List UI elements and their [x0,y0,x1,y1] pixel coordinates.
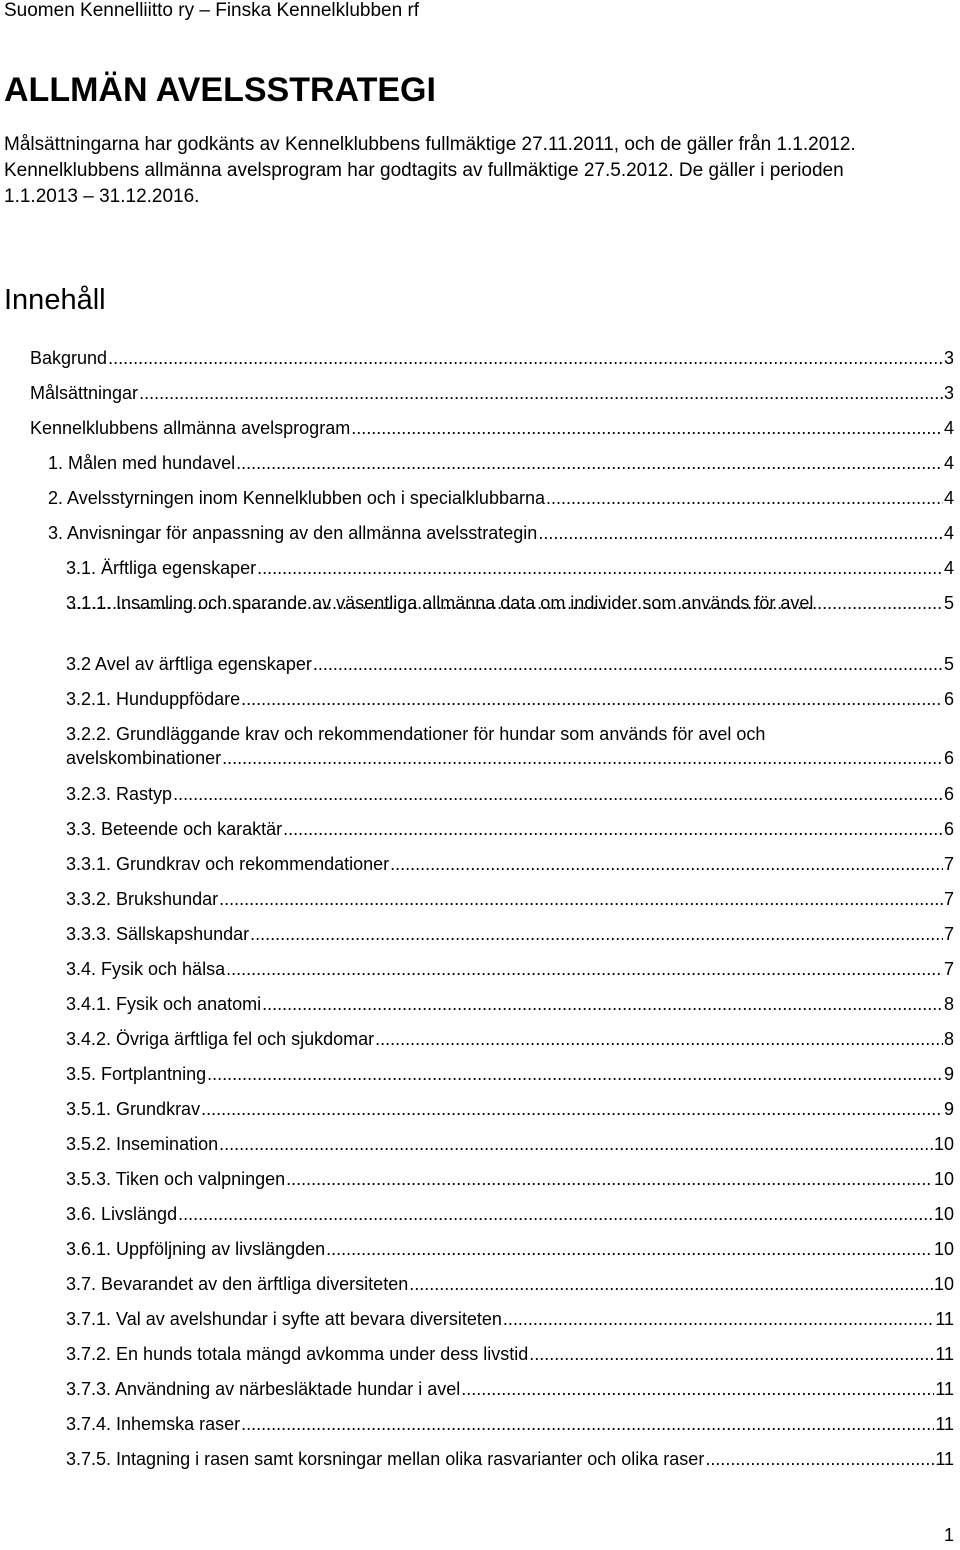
toc-leader-dots [257,556,943,580]
toc-entry-label: 3.3.3. Sällskapshundar [66,924,250,944]
toc-entry-label: 2. Avelsstyrningen inom Kennelklubben och i specialklubbarna [48,488,545,508]
toc-page-number: 11 [935,1414,954,1434]
toc-entry-label: Kennelklubbens allmänna avelsprogram [30,418,351,438]
toc-entry-3-2-1[interactable] [66,687,954,711]
toc-entry-avelsprogram[interactable] [30,416,954,440]
toc-page-number: 4 [943,558,954,578]
toc-entry-label: 3.5. Fortplantning [66,1064,207,1084]
toc-leader-dots [390,852,943,876]
toc-leader-dots [250,922,943,946]
toc-leader-dots [313,652,943,676]
toc-page-number: 10 [933,1274,954,1294]
intro-line: Kennelklubbens allmänna avelsprogram har godtagits av fullmäktige 27.5.2012. De gäller i perioden [4,160,844,181]
toc-entry-3-1[interactable] [66,556,954,580]
intro-line: Målsättningarna har godkänts av Kennelklubbens fullmäktige 27.11.2011, och de gäller från 1.1.2012. [4,134,856,155]
toc-entry-label: 3.5.2. Insemination [66,1134,219,1154]
page-number: 1 [943,1525,954,1545]
toc-page-number: 9 [943,1064,954,1084]
toc-entry-3-3[interactable] [66,817,954,841]
toc-page-number: 6 [943,819,954,839]
toc-entry-3-7[interactable] [66,1272,954,1296]
toc-entry-bakgrund[interactable] [30,346,954,370]
toc-leader-dots [409,1272,933,1296]
toc-page-number: 11 [935,1309,954,1329]
toc-page-number: 10 [933,1169,954,1189]
toc-entry-label: 3.2 Avel av ärftliga egenskaper [66,654,312,674]
toc-entry-3-7-2[interactable] [66,1342,954,1366]
toc-page-number: 8 [943,1029,954,1049]
toc-entry-label: 3.7. Bevarandet av den ärftliga diversiteten [66,1274,409,1294]
intro-paragraph [4,132,954,210]
toc-leader-dots [538,521,943,545]
toc-entry-label: 3.6.1. Uppföljning av livslängden [66,1239,326,1259]
toc-entry-3-3-1[interactable] [66,852,954,876]
toc-leader-dots [67,591,943,615]
toc-page-number: 5 [943,654,954,674]
toc-entry-3[interactable] [48,521,954,545]
toc-page-number: 10 [933,1239,954,1259]
toc-leader-dots [219,1132,933,1156]
toc-leader-dots [283,817,943,841]
toc-page-number: 7 [943,959,954,979]
toc-page-number: 4 [943,488,954,508]
intro-line: 1.1.2013 – 31.12.2016. [4,186,200,207]
toc-entry-3-3-2[interactable] [66,887,954,911]
toc-entry-3-6[interactable] [66,1202,954,1226]
toc-entry-label: 3.2.1. Hunduppfödare [66,689,241,709]
toc-leader-dots [375,1027,943,1051]
toc-leader-dots [201,1097,943,1121]
toc-page-number: 4 [943,418,954,438]
toc-leader-dots [207,1062,943,1086]
toc-entry-label: 3.4. Fysik och hälsa [66,959,226,979]
toc-page-number: 6 [943,784,954,804]
toc-entry-label: 3.7.3. Användning av närbesläktade hundar i avel [66,1379,461,1399]
toc-entry-3-5-1[interactable] [66,1097,954,1121]
toc-leader-dots [705,1447,934,1471]
toc-entry-3-7-3[interactable] [66,1377,954,1401]
toc-leader-dots [226,957,943,981]
toc-entry-3-4-1[interactable] [66,992,954,1016]
toc-page-number: 10 [933,1204,954,1224]
toc-leader-dots [241,1412,934,1436]
toc-entry-label-continued: avelskombinationer [66,748,222,768]
toc-leader-dots [546,486,943,510]
toc-entry-label: 3.7.1. Val av avelshundar i syfte att bevara diversiteten [66,1309,502,1329]
toc-leader-dots [173,782,943,806]
toc-leader-dots [503,1307,934,1331]
toc-entry-label: 3. Anvisningar för anpassning av den allmänna avelsstrategin [48,523,538,543]
toc-leader-dots [461,1377,934,1401]
toc-entry-label: 3.1. Ärftliga egenskaper [66,558,257,578]
document-title: ALLMÄN AVELSSTRATEGI [4,71,436,109]
toc-entry-2[interactable] [48,486,954,510]
toc-leader-dots [108,346,943,370]
toc-entry-label: 3.7.4. Inhemska raser [66,1414,241,1434]
toc-entry-label: Målsättningar [30,383,139,403]
toc-page-number: 7 [943,924,954,944]
toc-entry-3-2[interactable] [66,652,954,676]
toc-page-number: 4 [943,523,954,543]
toc-entry-label: 3.1.1. Insamling och sparande av väsentliga allmänna data om individer som används för avel [66,593,814,613]
toc-page-number: 3 [943,348,954,368]
toc-entry-3-2-3[interactable] [66,782,954,806]
toc-entry-3-5[interactable] [66,1062,954,1086]
toc-entry-3-7-4[interactable] [66,1412,954,1436]
toc-leader-dots [219,887,943,911]
toc-entry-3-7-1[interactable] [66,1307,954,1331]
toc-page-number: 9 [943,1099,954,1119]
toc-entry-3-5-2[interactable] [66,1132,954,1156]
toc-entry-1[interactable] [48,451,954,475]
toc-entry-label: 3.7.2. En hunds totala mängd avkomma under dess livstid [66,1344,529,1364]
toc-entry-label: 3.5.3. Tiken och valpningen [66,1169,286,1189]
toc-entry-3-4-2[interactable] [66,1027,954,1051]
toc-entry-3-4[interactable] [66,957,954,981]
toc-leader-dots [286,1167,933,1191]
toc-entry-label: 3.2.3. Rastyp [66,784,173,804]
toc-leader-dots [351,416,943,440]
toc-page-number: 5 [943,593,954,613]
toc-entry-3-2-2[interactable] [66,722,954,770]
toc-heading: Innehåll [4,284,106,316]
toc-entry-label: 3.4.1. Fysik och anatomi [66,994,262,1014]
toc-entry-label: 3.3.1. Grundkrav och rekommendationer [66,854,390,874]
toc-entry-3-3-3[interactable] [66,922,954,946]
toc-page-number: 11 [935,1449,954,1469]
toc-entry-3-1-1[interactable] [66,591,954,615]
toc-page-number: 4 [943,453,954,473]
toc-entry-3-7-5[interactable] [66,1447,954,1471]
toc-leader-dots [139,381,943,405]
toc-leader-dots [529,1342,934,1366]
toc-leader-dots [236,451,943,475]
toc-entry-3-5-3[interactable] [66,1167,954,1191]
toc-page-number: 7 [943,854,954,874]
toc-entry-label: 1. Målen med hundavel [48,453,236,473]
toc-entry-label: 3.2.2. Grundläggande krav och rekommendationer för hundar som används för avel och [66,724,766,744]
toc-page-number: 11 [935,1379,954,1399]
toc-page-number: 8 [943,994,954,1014]
toc-page-number: 7 [943,889,954,909]
toc-entry-label: 3.5.1. Grundkrav [66,1099,201,1119]
toc-page-number: 11 [935,1344,954,1364]
toc-leader-dots [241,687,943,711]
toc-page-number: 3 [943,383,954,403]
toc-entry-label: 3.6. Livslängd [66,1204,178,1224]
toc-entry-label: 3.3.2. Brukshundar [66,889,219,909]
toc-leader-dots [326,1237,933,1261]
toc-entry-label: 3.7.5. Intagning i rasen samt korsningar mellan olika rasvarianter och olika raser [66,1449,705,1469]
toc-leader-dots [262,992,943,1016]
toc-page-number: 10 [933,1134,954,1154]
toc-page-number: 6 [943,689,954,709]
toc-leader-dots [178,1202,933,1226]
toc-entry-label: Bakgrund [30,348,108,368]
toc-leader-dots [222,746,943,770]
toc-entry-label: 3.3. Beteende och karaktär [66,819,283,839]
toc-entry-label: 3.4.2. Övriga ärftliga fel och sjukdomar [66,1029,375,1049]
toc-page-number: 6 [943,748,954,768]
toc-entry-3-6-1[interactable] [66,1237,954,1261]
document-header: Suomen Kennelliitto ry – Finska Kennelklubben rf [4,0,420,21]
toc-entry-malsattningar[interactable] [30,381,954,405]
